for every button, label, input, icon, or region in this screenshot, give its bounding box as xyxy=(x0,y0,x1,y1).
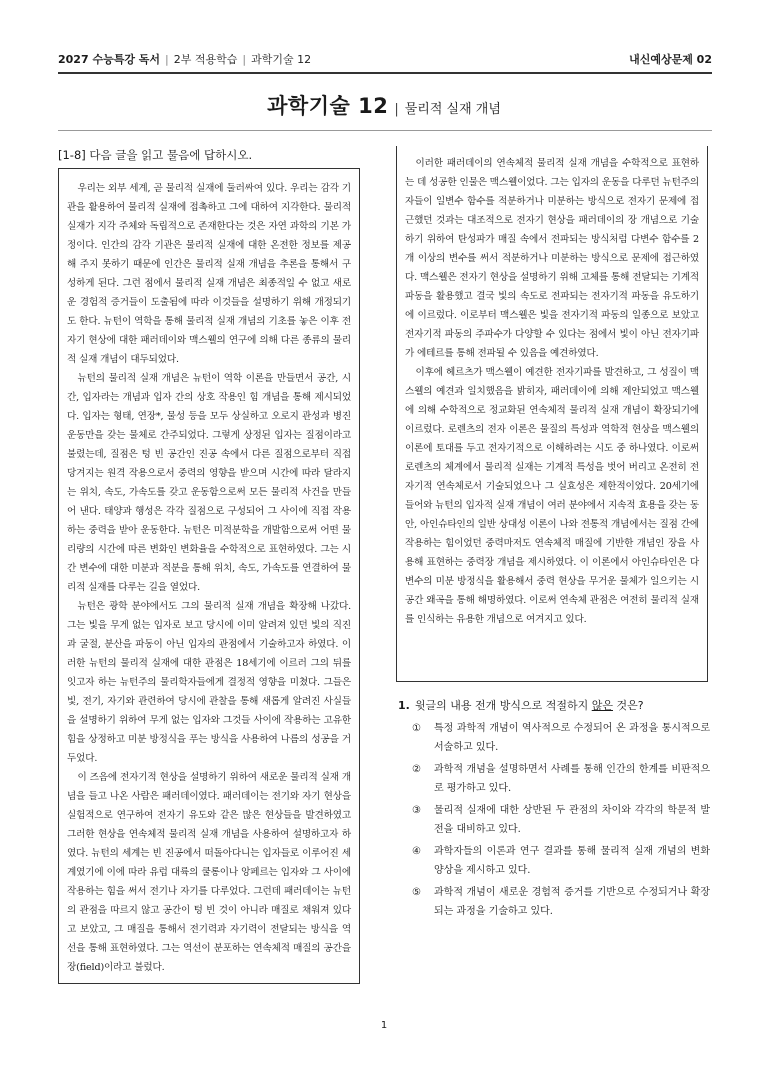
passage-box-left xyxy=(58,168,360,984)
answer-choice-5[interactable] xyxy=(398,883,710,921)
question-stem xyxy=(398,697,710,713)
header-breadcrumb: 2027 수능특강 독서 | 2부 적용학습 | 과학기술 12 xyxy=(58,53,312,66)
question-number: 1. xyxy=(398,699,410,712)
page-header xyxy=(58,48,712,70)
title-divider xyxy=(58,130,712,131)
answer-choice-3[interactable] xyxy=(398,801,710,839)
choice-text: 특정 과학적 개념이 역사적으로 수정되어 온 과정을 통시적으로 서술하고 있다. xyxy=(434,723,710,753)
choice-marker: ⑤ xyxy=(412,887,421,898)
choice-text: 과학적 개념을 설명하면서 사례를 통해 인간의 한계를 비판적으로 평가하고 있다. xyxy=(434,764,710,794)
choice-text: 물리적 실재에 대한 상반된 두 관점의 차이와 각각의 학문적 발전을 대비하고 있다. xyxy=(434,805,710,835)
instruction-text: [1-8] 다음 글을 읽고 물음에 답하시오. xyxy=(58,148,253,162)
question-stem-emphasis: 않은 xyxy=(591,699,613,712)
header-section: 과학기술 12 xyxy=(251,53,312,66)
answer-choice-1[interactable] xyxy=(398,719,710,757)
passage-paragraph: 우리는 외부 세계, 곧 물리적 실재에 둘러싸여 있다. 우리는 감각 기관을 활용하여 물리적 실재에 접촉하고 그에 대하여 지각한다. 물리적 실재가 지각 주체와 독립적으로 존재한다는 것은 자연 과학의 기본 가정이다. 인간의 감각 기관은 물리적 실재에 대한 온전한 정보를 제공해 주지 못하기 때문에 인간은 물리적 실재 개념을 추론을 통해서 구성하게 된다. 그런 점에서 물리적 실재 개념은 최종적일 수 없고 새로운 경험적 증거들이 도출됨에 따라 이것들을 설명하기 위해 개정되기도 한다. 뉴턴이 역학을 통해 물리적 실재 개념의 기초를 놓은 이후 전자기 현상에 대한 패러데이와 맥스웰의 연구에 의해 다른 종류의 물리적 실재 개념이 대두되었다. xyxy=(67,183,351,365)
title-subtitle: 물리적 실재 개념 xyxy=(404,102,501,117)
choice-marker: ① xyxy=(412,723,421,734)
passage-box-right xyxy=(396,146,708,682)
title-separator: | xyxy=(394,102,399,117)
question-stem-end: 것은? xyxy=(612,699,644,712)
passage-paragraph: 뉴턴은 광학 분야에서도 그의 물리적 실재 개념을 확장해 나갔다. 그는 빛을 무게 없는 입자로 보고 당시에 이미 알려져 있던 빛의 직진과 굴절, 분산을 파동이 아닌 입자의 관점에서 기술하고자 하였다. 이러한 뉴턴의 물리적 실재에 대한 관점은 18세기에 이르러 그의 뒤를 잇고자 하는 뉴턴주의 물리학자들에게 결정적 영향을 미쳤다. 그들은 빛, 전기, 자기와 관련하여 당시에 관찰을 통해 새롭게 알려진 사실들을 설명하기 위하여 무게 없는 입자와 그것들 사이에 작용하는 고유한 힘을 상정하고 미분 방정식을 푸는 방식을 사용하여 나름의 성공을 거두었다. xyxy=(67,601,351,764)
header-divider xyxy=(58,72,712,74)
passage-paragraph: 이러한 패러데이의 연속체적 물리적 실재 개념을 수학적으로 표현하는 데 성공한 인물은 맥스웰이었다. 그는 입자의 운동을 다루던 뉴턴주의자들이 일변수 함수를 적분하거나 미분하는 방식으로 전자기 문제에 접근했던 것과는 대조적으로 전자기 현상을 패러데이의 장 개념으로 기술하기 위하여 탄성파가 매질 속에서 전파되는 방식처럼 다변수 함수를 2개 이상의 변수를 써서 적분하거나 미분하는 방식으로 문제에 접근하였다. 맥스웰은 전자기 현상을 설명하기 위해 고체를 통해 전달되는 기계적 파동을 활용했고 결국 빛의 속도로 전파되는 전자기적 파동을 유도하기에 이르렀다. 이로부터 맥스웰은 빛을 전자기적 파동의 일종으로 보았고 전자기적 파동의 주파수가 다양할 수 있다는 점에서 빛이 아닌 전자기파가 에테르를 통해 전파될 수 있음을 예견하였다. xyxy=(405,158,699,359)
answer-choice-4[interactable] xyxy=(398,842,710,880)
header-exam-label: 내신예상문제 02 xyxy=(629,53,712,66)
question-stem-text: 윗글의 내용 전개 방식으로 적절하지 xyxy=(414,699,592,712)
choice-text: 과학적 개념이 새로운 경험적 증거를 기반으로 수정되거나 확장되는 과정을 기술하고 있다. xyxy=(434,887,710,917)
page-number: 1 xyxy=(380,1020,388,1031)
header-book: 2027 수능특강 독서 xyxy=(58,53,161,66)
passage-paragraph: 뉴턴의 물리적 실재 개념은 뉴턴이 역학 이론을 만들면서 공간, 시간, 입자라는 개념과 입자 간의 상호 작용인 힘 개념을 통해 제시되었다. 입자는 형태, 연장*, 물성 등을 모두 상실하고 오로지 관성과 병진 운동만을 갖는 물체로 간주되었다. 그렇게 상정된 입자는 질점이라고 불렸는데, 질점은 텅 빈 공간인 진공 속에서 다른 질점으로부터 직접 당겨지는 원격 작용으로서 중력의 영향을 받으며 시간에 따라 달라지는 위치, 속도, 가속도를 갖고 운동함으로써 모든 물리적 사건을 만들어 낸다. 태양과 행성은 각각 질점으로 구성되어 그 사이에 직접 작용하는 중력을 받아 운동한다. 뉴턴은 미적분학을 개발함으로써 어떤 물리량의 시간에 따른 변화인 변화율을 수학적으로 표현하였다. 그는 시간 변수에 대한 미분과 적분을 통해 위치, 속도, 가속도를 연결하여 물리적 실재를 다루는 길을 열었다. xyxy=(67,373,351,593)
choice-marker: ④ xyxy=(412,846,421,857)
choice-marker: ② xyxy=(412,764,421,775)
header-part: 2부 적용학습 xyxy=(173,53,238,66)
passage-paragraph: 이 즈음에 전자기적 현상을 설명하기 위하여 새로운 물리적 실재 개념을 들고 나온 사람은 패러데이였다. 패러데이는 전기와 자기 현상을 실험적으로 연구하여 전자기 유도와 같은 많은 현상들을 발견하였고 그러한 현상을 연속체적 물리적 실재 개념을 사용하여 설명하고자 하였다. 뉴턴의 세계는 빈 진공에서 떠돌아다니는 입자들로 이루어진 세계였기에 이에 따라 유럽 대륙의 쿨롱이나 앙페르는 입자와 그 사이에 작용하는 힘을 써서 전기나 자기를 다루었다. 그런데 패러데이는 뉴턴의 관점을 따르지 않고 공간이 텅 빈 것이 아니라 매질로 채워져 있다고 보았고, 그 매질을 통해서 전기력과 자기력이 전달되는 방식을 역선을 통해 표현하였다. 그는 역선이 분포하는 연속체적 매질의 공간을 장(field)이라고 불렀다. xyxy=(67,772,351,973)
page-title xyxy=(0,90,768,120)
choice-text: 과학자들의 이론과 연구 결과를 통해 물리적 실재 개념의 변화 양상을 제시하고 있다. xyxy=(434,846,710,876)
title-main: 과학기술 12 xyxy=(267,94,389,118)
passage-paragraph: 이후에 헤르츠가 맥스웰이 예견한 전자기파를 발견하고, 그 성질이 맥스웰의 예견과 일치했음을 밝히자, 패러데이에 의해 제안되었고 맥스웰에 의해 수학적으로 정교화된 연속체적 물리적 실재 개념이 확장되기에 이르렀다. 로렌츠의 전자 이론은 물질의 특성과 역학적 현상을 맥스웰의 이론에 토대를 두고 전자기적으로 이해하려는 시도 중 하나였다. 이로써 로렌츠의 체계에서 물리적 실재는 기계적 특성을 벗어 버리고 온전히 전자기적 연속체로서 기술되었으나 그 실효성은 제한적이었다. 20세기에 들어와 뉴턴의 입자적 실재 개념이 여러 분야에서 지속적 효용을 갖는 동안, 아인슈타인의 일반 상대성 이론이 나와 전통적 개념에서는 질점 간에 작용하는 힘이었던 중력마저도 연속체적 매질에 기반한 개념인 장을 사용해 표현하는 중력장 개념을 제시하였다. 이 이론에서 아인슈타인은 다변수의 미분 방정식을 활용해서 중력 현상을 무거운 물체가 일으키는 시공간 왜곡을 통해 해명하였다. 이로써 연속체 관점은 여전히 물리적 실재를 인식하는 유용한 개념으로 여겨지고 있다. xyxy=(405,367,699,625)
choice-marker: ③ xyxy=(412,805,421,816)
answer-choice-2[interactable] xyxy=(398,760,710,798)
question-1 xyxy=(398,697,710,924)
